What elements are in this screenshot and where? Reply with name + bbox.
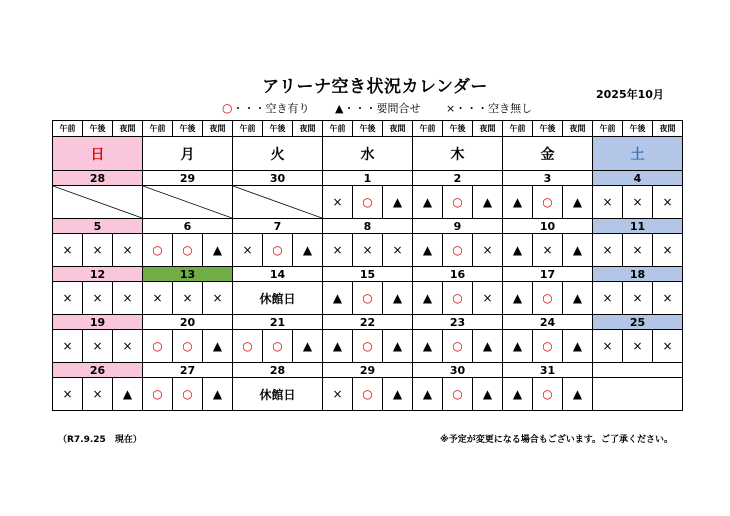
full-mark: × xyxy=(473,282,503,315)
weekday-header xyxy=(53,137,143,171)
date-cell: 12 xyxy=(53,267,143,282)
inquire-mark: ▲ xyxy=(563,378,593,411)
available-mark: ○ xyxy=(533,186,563,219)
date-cell: 13 xyxy=(143,267,233,282)
available-mark: ○ xyxy=(533,282,563,315)
full-mark: × xyxy=(653,330,683,363)
available-mark: ○ xyxy=(263,330,293,363)
full-mark: × xyxy=(593,330,623,363)
prev-month-cell xyxy=(143,186,233,219)
slot-header: 午後 xyxy=(173,121,203,137)
date-cell: 30 xyxy=(233,171,323,186)
available-mark: ○ xyxy=(233,330,263,363)
inquire-mark: ▲ xyxy=(413,282,443,315)
available-mark: ○ xyxy=(443,234,473,267)
inquire-mark: ▲ xyxy=(503,234,533,267)
date-cell: 4 xyxy=(593,171,683,186)
availability-calendar xyxy=(52,120,683,411)
inquire-mark: ▲ xyxy=(563,234,593,267)
full-mark: × xyxy=(623,186,653,219)
closed-day-cell: 休館日 xyxy=(233,378,323,411)
available-mark: ○ xyxy=(263,234,293,267)
date-cell: 29 xyxy=(143,171,233,186)
inquire-text: ・・・要問合せ xyxy=(343,102,421,115)
date-row xyxy=(53,315,683,330)
slot-header: 夜間 xyxy=(293,121,323,137)
date-cell: 28 xyxy=(53,171,143,186)
legend-inquire xyxy=(335,100,420,116)
inquire-mark: ▲ xyxy=(413,234,443,267)
inquire-mark: ▲ xyxy=(503,330,533,363)
full-mark: × xyxy=(203,282,233,315)
full-mark: × xyxy=(113,234,143,267)
slot-header: 午前 xyxy=(323,121,353,137)
available-mark: ○ xyxy=(173,330,203,363)
date-cell: 11 xyxy=(593,219,683,234)
full-mark: × xyxy=(323,234,353,267)
weekday-header xyxy=(233,137,323,171)
slot-header: 午後 xyxy=(623,121,653,137)
slot-header: 夜間 xyxy=(113,121,143,137)
weekday-label: 日 xyxy=(90,146,105,163)
inquire-mark: ▲ xyxy=(203,378,233,411)
inquire-mark: ▲ xyxy=(293,330,323,363)
full-mark: × xyxy=(653,282,683,315)
full-mark: × xyxy=(383,234,413,267)
inquire-mark: ▲ xyxy=(383,186,413,219)
inquire-symbol: ▲ xyxy=(334,102,344,115)
full-mark: × xyxy=(593,282,623,315)
available-mark: ○ xyxy=(443,282,473,315)
date-row xyxy=(53,363,683,378)
prev-month-cell xyxy=(233,186,323,219)
marks-row xyxy=(53,234,683,267)
full-mark: × xyxy=(653,234,683,267)
inquire-mark: ▲ xyxy=(383,282,413,315)
weekday-label: 水 xyxy=(360,146,375,163)
slot-header: 夜間 xyxy=(203,121,233,137)
inquire-mark: ▲ xyxy=(203,234,233,267)
slot-header: 午前 xyxy=(143,121,173,137)
date-cell: 29 xyxy=(323,363,413,378)
date-cell: 31 xyxy=(503,363,593,378)
date-cell: 2 xyxy=(413,171,503,186)
date-cell: 24 xyxy=(503,315,593,330)
full-mark: × xyxy=(623,234,653,267)
full-mark: × xyxy=(113,282,143,315)
slot-header: 夜間 xyxy=(473,121,503,137)
inquire-mark: ▲ xyxy=(563,186,593,219)
full-symbol: × xyxy=(445,102,456,115)
date-cell: 9 xyxy=(413,219,503,234)
prev-month-cell xyxy=(53,186,143,219)
slot-header: 午前 xyxy=(503,121,533,137)
available-mark: ○ xyxy=(533,330,563,363)
empty-cell xyxy=(593,378,683,411)
full-mark: × xyxy=(53,378,83,411)
weekday-label: 木 xyxy=(450,146,465,163)
inquire-mark: ▲ xyxy=(473,186,503,219)
available-mark: ○ xyxy=(173,378,203,411)
slot-header: 夜間 xyxy=(383,121,413,137)
available-mark: ○ xyxy=(173,234,203,267)
inquire-mark: ▲ xyxy=(293,234,323,267)
full-mark: × xyxy=(143,282,173,315)
available-mark: ○ xyxy=(443,330,473,363)
full-mark: × xyxy=(623,330,653,363)
available-mark: ○ xyxy=(353,282,383,315)
available-mark: ○ xyxy=(143,234,173,267)
full-mark: × xyxy=(593,234,623,267)
inquire-mark: ▲ xyxy=(563,330,593,363)
full-mark: × xyxy=(353,234,383,267)
weekday-header-row xyxy=(53,137,683,171)
marks-row xyxy=(53,282,683,315)
weekday-label: 金 xyxy=(540,146,555,163)
slot-header: 夜間 xyxy=(563,121,593,137)
available-mark: ○ xyxy=(143,378,173,411)
slot-header: 午前 xyxy=(233,121,263,137)
as-of-note: （R7.9.25 現在） xyxy=(58,435,142,445)
available-mark: ○ xyxy=(443,378,473,411)
weekday-label: 土 xyxy=(630,146,645,163)
date-row xyxy=(53,219,683,234)
slot-header: 午前 xyxy=(53,121,83,137)
available-mark: ○ xyxy=(143,330,173,363)
full-mark: × xyxy=(653,186,683,219)
date-cell: 14 xyxy=(233,267,323,282)
inquire-mark: ▲ xyxy=(503,378,533,411)
date-cell: 8 xyxy=(323,219,413,234)
full-mark: × xyxy=(113,330,143,363)
diagonal-line xyxy=(233,186,322,218)
full-mark: × xyxy=(53,282,83,315)
slot-header: 午後 xyxy=(263,121,293,137)
weekday-header xyxy=(143,137,233,171)
slot-header: 午後 xyxy=(353,121,383,137)
footnote: ※予定が変更になる場合もございます。ご了承ください。 xyxy=(440,435,674,445)
date-cell: 6 xyxy=(143,219,233,234)
full-mark: × xyxy=(83,330,113,363)
available-mark: ○ xyxy=(353,186,383,219)
inquire-mark: ▲ xyxy=(203,330,233,363)
inquire-mark: ▲ xyxy=(413,378,443,411)
inquire-mark: ▲ xyxy=(383,330,413,363)
inquire-mark: ▲ xyxy=(563,282,593,315)
date-row xyxy=(53,267,683,282)
marks-row xyxy=(53,378,683,411)
month-label: 2025年10月 xyxy=(596,88,664,101)
slot-header: 午後 xyxy=(443,121,473,137)
page-title: アリーナ空き状況カレンダー xyxy=(262,77,488,97)
date-cell: 26 xyxy=(53,363,143,378)
date-cell: 1 xyxy=(323,171,413,186)
date-cell: 18 xyxy=(593,267,683,282)
available-mark: ○ xyxy=(353,330,383,363)
weekday-header xyxy=(413,137,503,171)
available-mark: ○ xyxy=(443,186,473,219)
full-mark: × xyxy=(323,378,353,411)
full-mark: × xyxy=(83,234,113,267)
full-mark: × xyxy=(233,234,263,267)
full-mark: × xyxy=(473,234,503,267)
weekday-header xyxy=(593,137,683,171)
date-cell xyxy=(593,363,683,378)
full-mark: × xyxy=(83,282,113,315)
weekday-header xyxy=(323,137,413,171)
inquire-mark: ▲ xyxy=(473,330,503,363)
inquire-mark: ▲ xyxy=(503,186,533,219)
date-cell: 15 xyxy=(323,267,413,282)
date-cell: 7 xyxy=(233,219,323,234)
marks-row xyxy=(53,186,683,219)
legend-full xyxy=(446,100,532,116)
inquire-mark: ▲ xyxy=(413,186,443,219)
slot-header: 午前 xyxy=(413,121,443,137)
inquire-mark: ▲ xyxy=(113,378,143,411)
inquire-mark: ▲ xyxy=(323,282,353,315)
full-mark: × xyxy=(593,186,623,219)
diagonal-line xyxy=(143,186,232,218)
date-cell: 5 xyxy=(53,219,143,234)
inquire-mark: ▲ xyxy=(503,282,533,315)
date-cell: 3 xyxy=(503,171,593,186)
available-text: ・・・空き有り xyxy=(232,102,310,115)
date-cell: 16 xyxy=(413,267,503,282)
full-mark: × xyxy=(323,186,353,219)
inquire-mark: ▲ xyxy=(323,330,353,363)
full-mark: × xyxy=(533,234,563,267)
slot-header: 午後 xyxy=(83,121,113,137)
slot-header-row xyxy=(53,121,683,137)
date-cell: 30 xyxy=(413,363,503,378)
date-cell: 17 xyxy=(503,267,593,282)
date-cell: 20 xyxy=(143,315,233,330)
available-mark: ○ xyxy=(533,378,563,411)
date-cell: 10 xyxy=(503,219,593,234)
date-cell: 25 xyxy=(593,315,683,330)
date-cell: 19 xyxy=(53,315,143,330)
marks-row xyxy=(53,330,683,363)
legend xyxy=(222,100,554,116)
inquire-mark: ▲ xyxy=(413,330,443,363)
available-symbol: ○ xyxy=(222,101,233,115)
diagonal-line xyxy=(53,186,142,218)
date-cell: 21 xyxy=(233,315,323,330)
slot-header: 夜間 xyxy=(653,121,683,137)
available-mark: ○ xyxy=(353,378,383,411)
weekday-label: 火 xyxy=(270,146,285,163)
weekday-label: 月 xyxy=(180,146,195,163)
closed-day-cell: 休館日 xyxy=(233,282,323,315)
legend-available xyxy=(222,100,309,116)
slot-header: 午後 xyxy=(533,121,563,137)
full-mark: × xyxy=(53,330,83,363)
full-mark: × xyxy=(173,282,203,315)
date-row xyxy=(53,171,683,186)
full-text: ・・・空き無し xyxy=(455,102,533,115)
full-mark: × xyxy=(623,282,653,315)
full-mark: × xyxy=(53,234,83,267)
inquire-mark: ▲ xyxy=(473,378,503,411)
full-mark: × xyxy=(83,378,113,411)
date-cell: 28 xyxy=(233,363,323,378)
date-cell: 22 xyxy=(323,315,413,330)
inquire-mark: ▲ xyxy=(383,378,413,411)
slot-header: 午前 xyxy=(593,121,623,137)
weekday-header xyxy=(503,137,593,171)
date-cell: 27 xyxy=(143,363,233,378)
date-cell: 23 xyxy=(413,315,503,330)
